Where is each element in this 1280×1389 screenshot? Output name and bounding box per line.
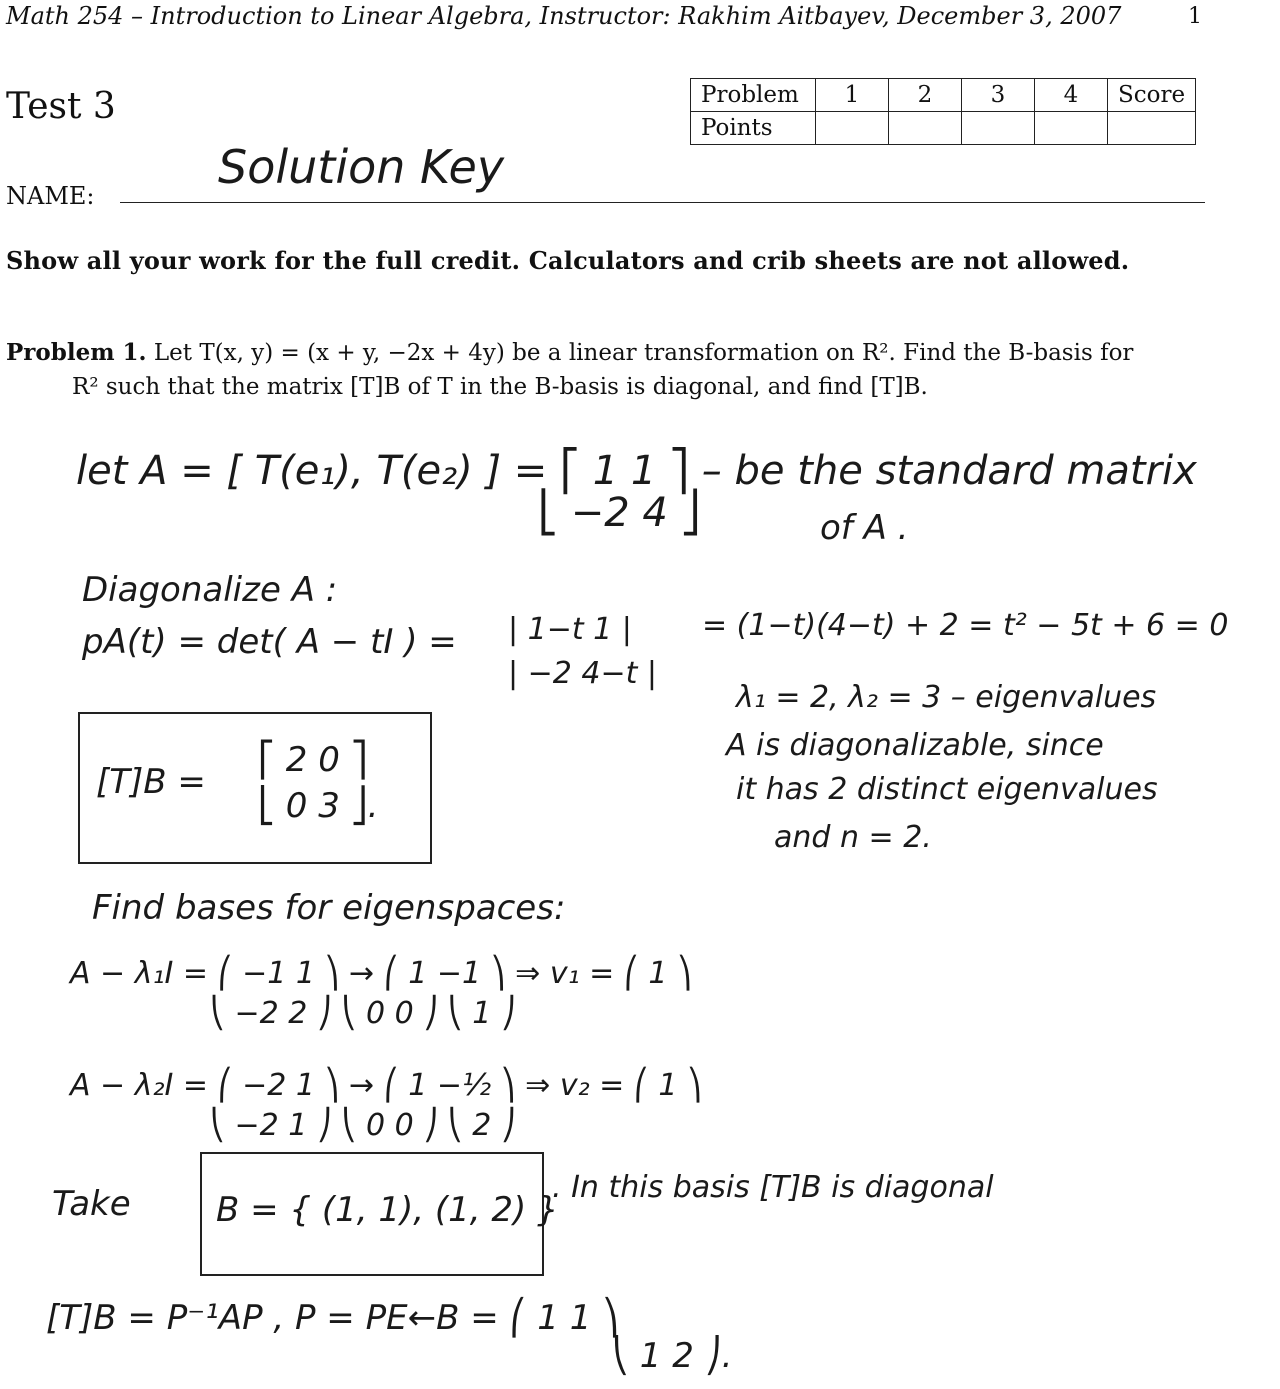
problem-text-line-2: R² such that the matrix [T]B of T in the B-basis is diagonal, and find [T]B. xyxy=(72,374,928,400)
course-header: Math 254 – Introduction to Linear Algebra, Instructor: Rakhim Aitbayev, December 3, 2007 xyxy=(6,2,1122,30)
score-table-column: 2 xyxy=(889,79,962,112)
problem-label: Problem 1. xyxy=(6,339,147,366)
boxed-tb-label: [T]B = xyxy=(96,762,206,802)
standard-matrix-bottom-row: ⎣ −2 4 ⎦ xyxy=(538,490,701,536)
score-table-row-problem xyxy=(691,79,1196,112)
boxed-tb-bottom-row: ⎣ 0 3 ⎦. xyxy=(258,786,379,826)
page-number: 1 xyxy=(1188,4,1202,29)
score-table xyxy=(690,78,1196,145)
determinant-bottom-row: | −2 4−t | xyxy=(508,656,658,691)
boxed-tb-top-row: ⎡ 2 0 ⎤ xyxy=(258,740,368,780)
score-table-cell xyxy=(1035,112,1108,145)
characteristic-polynomial-right: = (1−t)(4−t) + 2 = t² − 5t + 6 = 0 xyxy=(702,608,1229,643)
final-change-of-basis: [T]B = P⁻¹AP , P = PE←B = ⎛ 1 1 ⎞ xyxy=(46,1298,620,1338)
instructions: Show all your work for the full credit. Calculators and crib sheets are not allowed. xyxy=(6,246,1130,275)
diagonalizable-line-3: and n = 2. xyxy=(774,820,932,855)
score-table-column: 1 xyxy=(816,79,889,112)
diagonalize-heading: Diagonalize A : xyxy=(82,570,338,610)
test-title: Test 3 xyxy=(6,86,116,127)
problem-text-line-1: Let T(x, y) = (x + y, −2x + 4y) be a linear transformation on R². Find the B-basis for xyxy=(153,340,1134,366)
diagonalizable-line-1: A is diagonalizable, since xyxy=(726,728,1104,763)
score-table-cell xyxy=(889,112,962,145)
score-table-cell xyxy=(1108,112,1196,145)
score-table-column: Score xyxy=(1108,79,1196,112)
score-table-row-label: Points xyxy=(691,112,816,145)
characteristic-polynomial-left: pA(t) = det( A − tI ) = xyxy=(82,622,457,662)
score-table-row-label: Problem xyxy=(691,79,816,112)
standard-matrix-caption: of A . xyxy=(820,508,909,548)
final-matrix-bottom-row: ⎝ 1 2 ⎠. xyxy=(612,1336,733,1376)
score-table-column: 4 xyxy=(1035,79,1108,112)
score-table-row-points xyxy=(691,112,1196,145)
score-table-cell xyxy=(816,112,889,145)
take-label: Take xyxy=(52,1184,131,1224)
eigenspace-row-1-bottom: ⎝ −2 2 ⎠ ⎝ 0 0 ⎠ ⎝ 1 ⎠ xyxy=(210,996,516,1031)
eigenspace-row-2: A − λ₂I = ⎛ −2 1 ⎞ → ⎛ 1 −½ ⎞ ⇒ v₂ = ⎛ 1 ⎞ xyxy=(70,1068,702,1103)
score-table-column: 3 xyxy=(962,79,1035,112)
diagonalizable-line-2: it has 2 distinct eigenvalues xyxy=(736,772,1158,807)
eigenspace-row-2-bottom: ⎝ −2 1 ⎠ ⎝ 0 0 ⎠ ⎝ 2 ⎠ xyxy=(210,1108,516,1143)
eigenvalues-line: λ₁ = 2, λ₂ = 3 – eigenvalues xyxy=(736,680,1157,715)
score-table-cell xyxy=(962,112,1035,145)
determinant-top-row: | 1−t 1 | xyxy=(508,612,632,647)
standard-matrix-line: let A = [ T(e₁), T(e₂) ] = ⎡ 1 1 ⎤ – be the standard matrix xyxy=(76,448,1197,494)
eigenspace-row-1: A − λ₁I = ⎛ −1 1 ⎞ → ⎛ 1 −1 ⎞ ⇒ v₁ = ⎛ 1 ⎞ xyxy=(70,956,692,991)
name-handwritten: Solution Key xyxy=(218,140,505,194)
name-underline xyxy=(120,202,1205,203)
basis-note: . In this basis [T]B is diagonal xyxy=(552,1170,994,1205)
problem-1-statement xyxy=(6,336,1206,404)
basis-text: B = { (1, 1), (1, 2) } xyxy=(216,1190,559,1230)
eigenspace-heading: Find bases for eigenspaces: xyxy=(92,888,566,928)
name-label: NAME: xyxy=(6,182,95,210)
